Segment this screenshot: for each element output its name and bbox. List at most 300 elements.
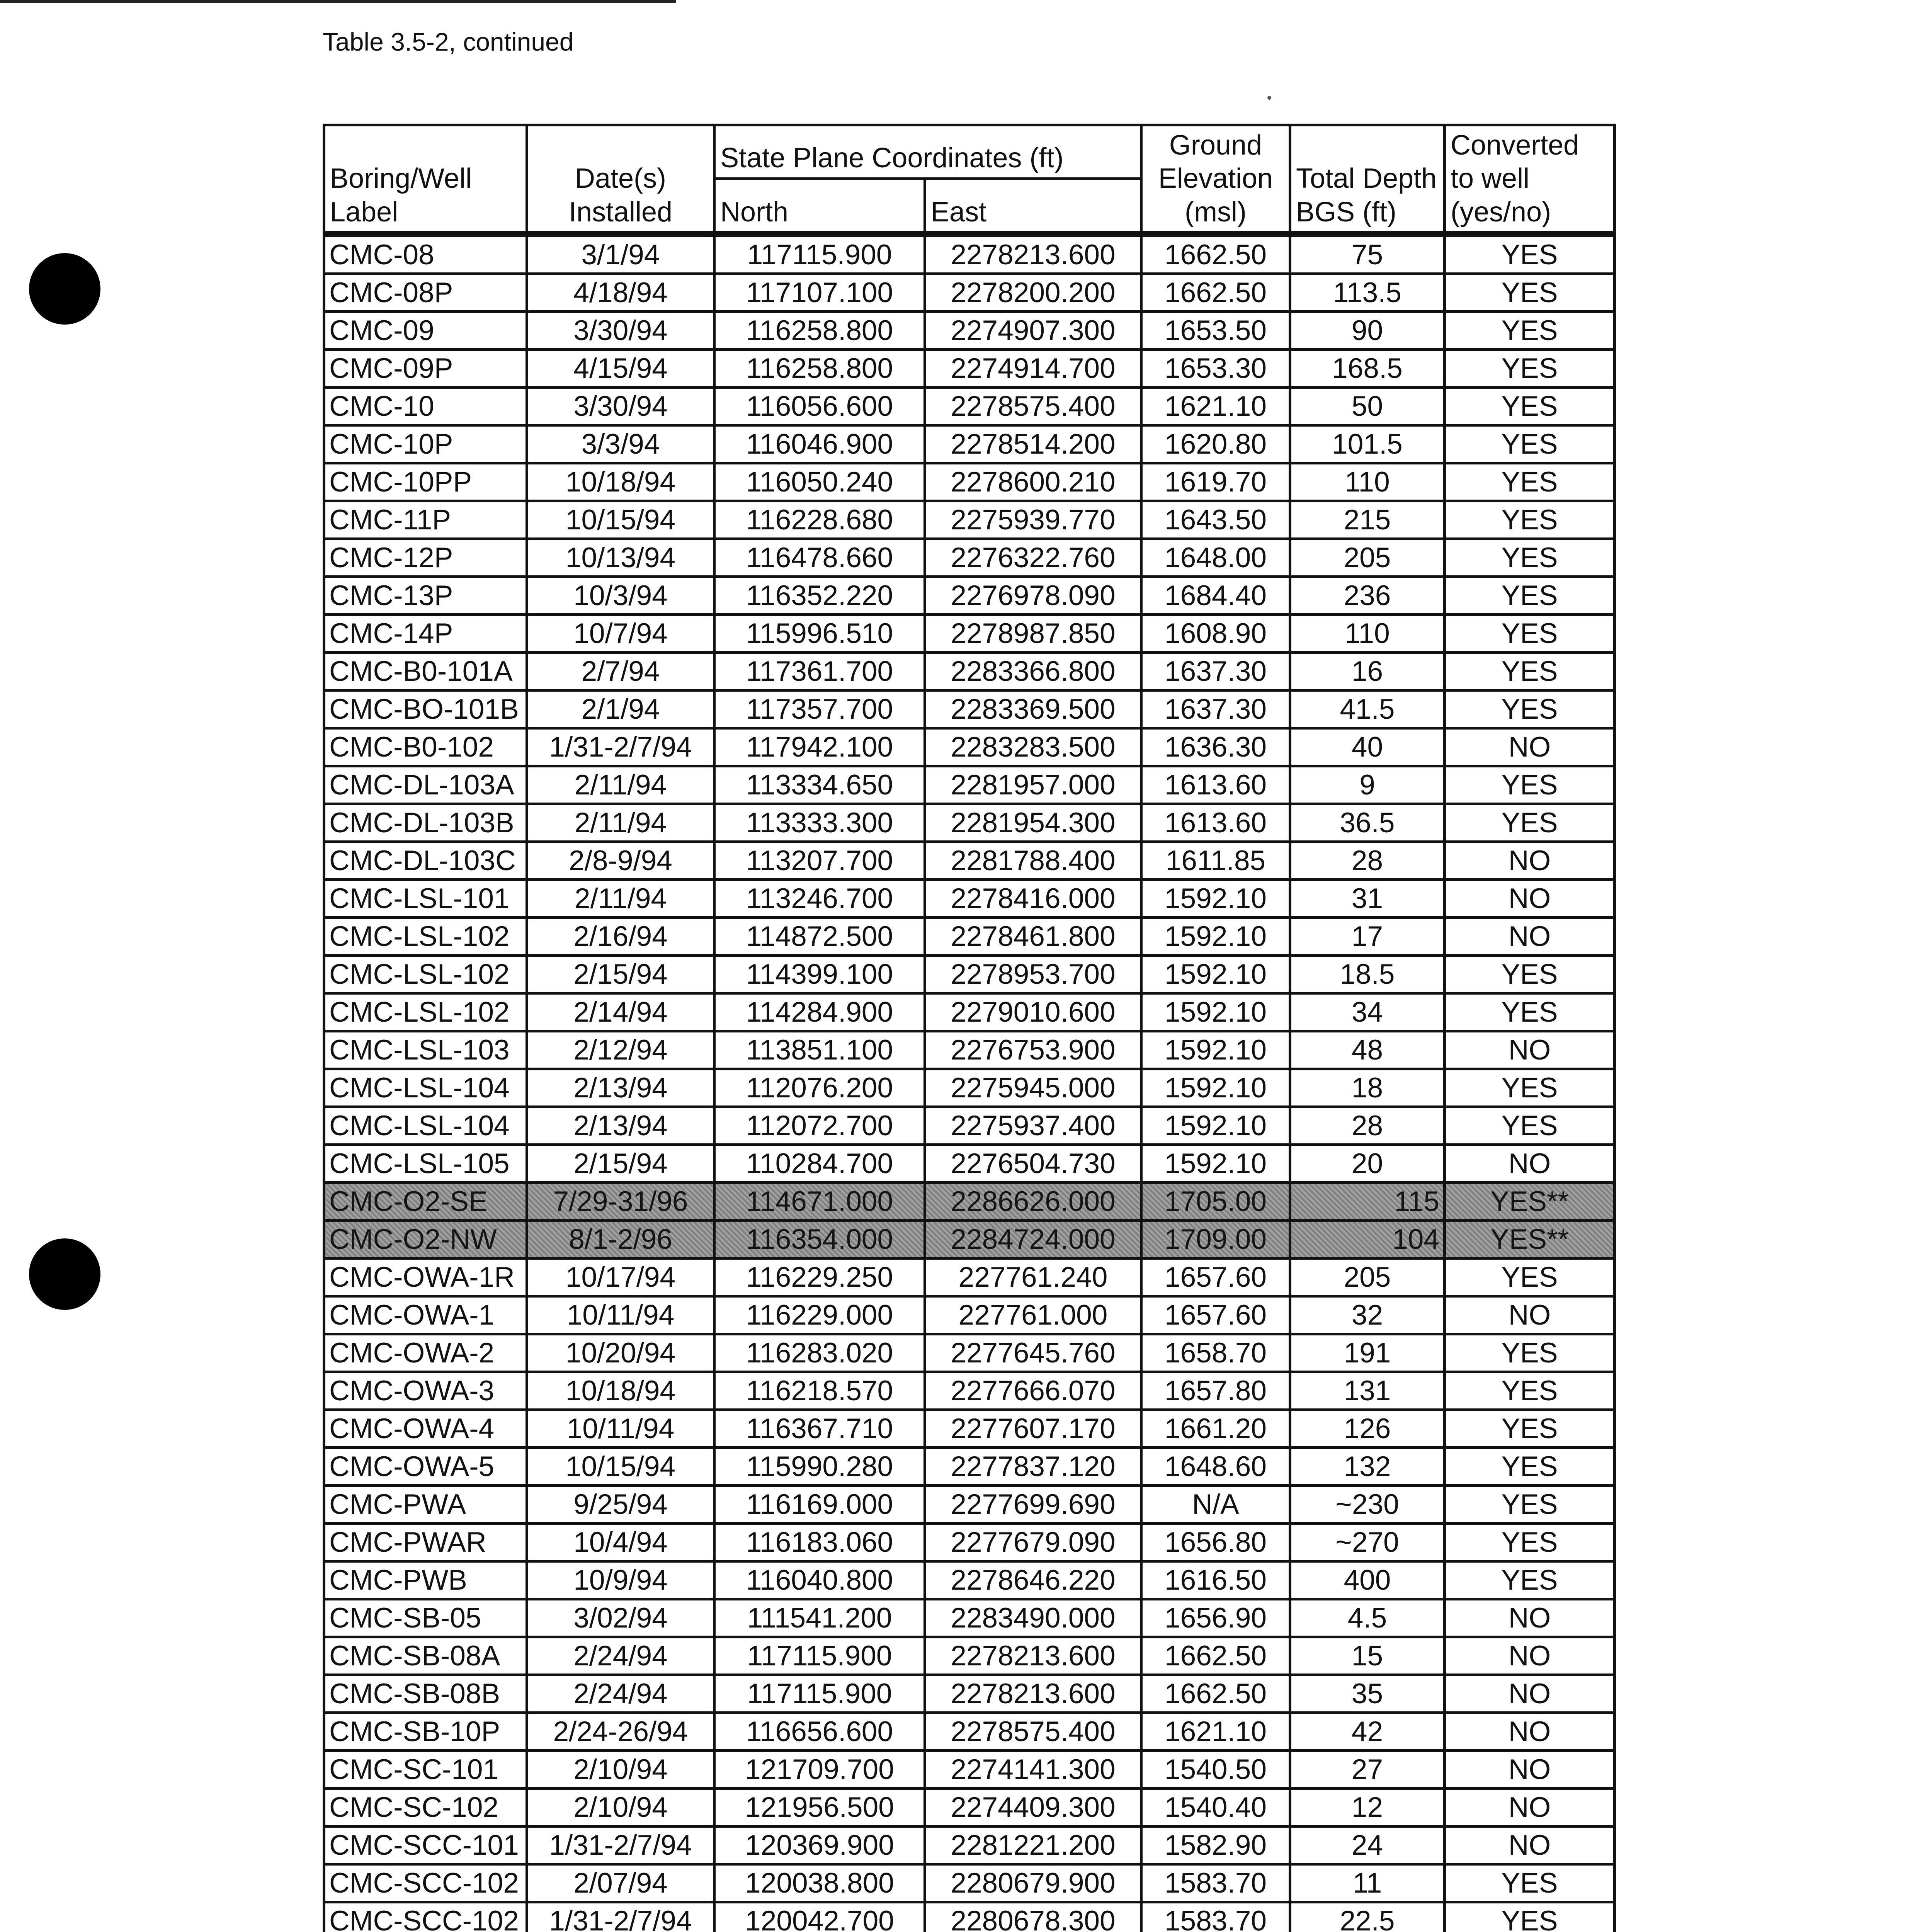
cell-total-depth: 90 [1290, 312, 1445, 350]
cell-date-installed: 10/15/94 [527, 1448, 714, 1486]
cell-date-installed: 2/10/94 [527, 1751, 714, 1789]
table-row [324, 1902, 1615, 1932]
cell-well-label: CMC-OWA-2 [324, 1334, 527, 1372]
cell-ground-elevation: 1621.10 [1141, 388, 1290, 425]
table-row [324, 1524, 1615, 1561]
cell-total-depth: 18.5 [1290, 956, 1445, 993]
table-row [324, 1372, 1615, 1410]
cell-north: 116169.000 [714, 1486, 925, 1524]
table-row [324, 1486, 1615, 1524]
cell-well-label: CMC-11P [324, 501, 527, 539]
cell-total-depth: 27 [1290, 1751, 1445, 1789]
table-row [324, 1069, 1615, 1107]
cell-ground-elevation: 1657.60 [1141, 1259, 1290, 1296]
cell-north: 116183.060 [714, 1524, 925, 1561]
cell-east: 2276978.090 [925, 577, 1141, 615]
cell-north: 113246.700 [714, 880, 925, 918]
cell-converted: NO [1445, 1675, 1615, 1713]
cell-total-depth: 9 [1290, 766, 1445, 804]
cell-east: 2274907.300 [925, 312, 1141, 350]
cell-ground-elevation: 1592.10 [1141, 993, 1290, 1031]
cell-converted: YES [1445, 690, 1615, 728]
cell-total-depth: 131 [1290, 1372, 1445, 1410]
cell-total-depth: 50 [1290, 388, 1445, 425]
binder-hole [29, 253, 100, 325]
cell-well-label: CMC-09P [324, 350, 527, 388]
cell-total-depth: 31 [1290, 880, 1445, 918]
cell-total-depth: 400 [1290, 1561, 1445, 1599]
cell-date-installed: 2/8-9/94 [527, 842, 714, 880]
cell-total-depth: 24 [1290, 1827, 1445, 1864]
cell-ground-elevation: 1643.50 [1141, 501, 1290, 539]
cell-north: 112076.200 [714, 1069, 925, 1107]
cell-north: 117115.900 [714, 1675, 925, 1713]
cell-total-depth: 110 [1290, 463, 1445, 501]
cell-date-installed: 2/10/94 [527, 1789, 714, 1827]
cell-well-label: CMC-O2-NW [324, 1221, 527, 1259]
cell-north: 116050.240 [714, 463, 925, 501]
cell-north: 115996.510 [714, 615, 925, 653]
cell-well-label: CMC-SCC-101 [324, 1827, 527, 1864]
cell-total-depth: 104 [1290, 1221, 1445, 1259]
cell-date-installed: 10/17/94 [527, 1259, 714, 1296]
header-ground-elevation: Ground Elevation (msl) [1141, 125, 1290, 235]
header-converted-to-well: Converted to well (yes/no) [1445, 125, 1615, 235]
cell-east: 2278461.800 [925, 918, 1141, 956]
cell-well-label: CMC-SCC-102 [324, 1864, 527, 1902]
cell-converted: YES [1445, 1259, 1615, 1296]
cell-ground-elevation: 1592.10 [1141, 1107, 1290, 1145]
top-edge-rule [0, 0, 676, 3]
table-row [324, 1561, 1615, 1599]
table-row [324, 501, 1615, 539]
table-row [324, 1334, 1615, 1372]
cell-north: 116656.600 [714, 1713, 925, 1751]
cell-total-depth: 20 [1290, 1145, 1445, 1183]
cell-ground-elevation: 1621.10 [1141, 1713, 1290, 1751]
cell-ground-elevation: 1613.60 [1141, 766, 1290, 804]
cell-date-installed: 1/31-2/7/94 [527, 1902, 714, 1932]
cell-well-label: CMC-08P [324, 274, 527, 312]
cell-ground-elevation: 1611.85 [1141, 842, 1290, 880]
cell-converted: YES [1445, 615, 1615, 653]
cell-well-label: CMC-OWA-4 [324, 1410, 527, 1448]
table-row [324, 728, 1615, 766]
header-north: North [714, 179, 925, 234]
cell-converted: YES [1445, 1372, 1615, 1410]
cell-north: 114399.100 [714, 956, 925, 993]
cell-date-installed: 2/14/94 [527, 993, 714, 1031]
cell-date-installed: 10/13/94 [527, 539, 714, 577]
cell-east: 2277699.690 [925, 1486, 1141, 1524]
cell-well-label: CMC-LSL-103 [324, 1031, 527, 1069]
cell-converted: YES [1445, 1410, 1615, 1448]
cell-east: 2278213.600 [925, 1637, 1141, 1675]
cell-ground-elevation: 1592.10 [1141, 880, 1290, 918]
cell-east: 2284724.000 [925, 1221, 1141, 1259]
cell-date-installed: 10/20/94 [527, 1334, 714, 1372]
cell-east: 2274914.700 [925, 350, 1141, 388]
cell-converted: YES [1445, 463, 1615, 501]
cell-converted: NO [1445, 1296, 1615, 1334]
cell-east: 2278953.700 [925, 956, 1141, 993]
cell-east: 2278213.600 [925, 1675, 1141, 1713]
cell-east: 2276504.730 [925, 1145, 1141, 1183]
cell-converted: YES [1445, 425, 1615, 463]
cell-date-installed: 10/7/94 [527, 615, 714, 653]
table-row [324, 993, 1615, 1031]
cell-north: 116229.000 [714, 1296, 925, 1334]
cell-total-depth: 35 [1290, 1675, 1445, 1713]
table-row [324, 1107, 1615, 1145]
cell-north: 121709.700 [714, 1751, 925, 1789]
cell-well-label: CMC-PWAR [324, 1524, 527, 1561]
cell-north: 113334.650 [714, 766, 925, 804]
cell-east: 2280678.300 [925, 1902, 1141, 1932]
cell-north: 117107.100 [714, 274, 925, 312]
cell-well-label: CMC-SB-08A [324, 1637, 527, 1675]
cell-total-depth: 28 [1290, 1107, 1445, 1145]
cell-converted: YES [1445, 577, 1615, 615]
cell-well-label: CMC-OWA-3 [324, 1372, 527, 1410]
cell-converted: YES [1445, 312, 1615, 350]
table-row [324, 463, 1615, 501]
cell-east: 2277645.760 [925, 1334, 1141, 1372]
table-row [324, 274, 1615, 312]
cell-date-installed: 3/30/94 [527, 312, 714, 350]
cell-east: 2280679.900 [925, 1864, 1141, 1902]
cell-well-label: CMC-OWA-1 [324, 1296, 527, 1334]
cell-north: 117361.700 [714, 653, 925, 690]
cell-total-depth: 15 [1290, 1637, 1445, 1675]
cell-date-installed: 2/11/94 [527, 804, 714, 842]
cell-date-installed: 4/15/94 [527, 350, 714, 388]
cell-ground-elevation: 1620.80 [1141, 425, 1290, 463]
cell-total-depth: 17 [1290, 918, 1445, 956]
cell-well-label: CMC-O2-SE [324, 1183, 527, 1221]
cell-date-installed: 2/13/94 [527, 1069, 714, 1107]
cell-date-installed: 2/7/94 [527, 653, 714, 690]
table-row [324, 425, 1615, 463]
cell-converted: YES [1445, 1069, 1615, 1107]
cell-total-depth: ~270 [1290, 1524, 1445, 1561]
cell-north: 117357.700 [714, 690, 925, 728]
cell-well-label: CMC-OWA-1R [324, 1259, 527, 1296]
cell-well-label: CMC-LSL-104 [324, 1069, 527, 1107]
cell-date-installed: 2/24/94 [527, 1637, 714, 1675]
cell-total-depth: 12 [1290, 1789, 1445, 1827]
cell-total-depth: 22.5 [1290, 1902, 1445, 1932]
cell-ground-elevation: 1583.70 [1141, 1902, 1290, 1932]
cell-date-installed: 10/3/94 [527, 577, 714, 615]
table-row [324, 1145, 1615, 1183]
cell-ground-elevation: 1582.90 [1141, 1827, 1290, 1864]
cell-converted: YES [1445, 956, 1615, 993]
cell-total-depth: 28 [1290, 842, 1445, 880]
table-row [324, 234, 1615, 274]
cell-ground-elevation: 1540.50 [1141, 1751, 1290, 1789]
cell-total-depth: 18 [1290, 1069, 1445, 1107]
scan-speck [1267, 96, 1271, 100]
cell-east: 2274141.300 [925, 1751, 1141, 1789]
table-row [324, 918, 1615, 956]
cell-converted: NO [1445, 1145, 1615, 1183]
table-row [324, 1221, 1615, 1259]
table-row [324, 350, 1615, 388]
table-body [324, 234, 1615, 1932]
cell-date-installed: 10/9/94 [527, 1561, 714, 1599]
cell-date-installed: 2/13/94 [527, 1107, 714, 1145]
cell-ground-elevation: 1657.60 [1141, 1296, 1290, 1334]
cell-converted: YES [1445, 993, 1615, 1031]
cell-total-depth: 4.5 [1290, 1599, 1445, 1637]
cell-ground-elevation: N/A [1141, 1486, 1290, 1524]
cell-well-label: CMC-LSL-101 [324, 880, 527, 918]
cell-north: 116258.800 [714, 312, 925, 350]
table-row [324, 1448, 1615, 1486]
cell-well-label: CMC-10 [324, 388, 527, 425]
cell-north: 116056.600 [714, 388, 925, 425]
cell-well-label: CMC-10PP [324, 463, 527, 501]
cell-converted: YES [1445, 653, 1615, 690]
cell-north: 120369.900 [714, 1827, 925, 1864]
cell-converted: YES [1445, 766, 1615, 804]
cell-well-label: CMC-SB-10P [324, 1713, 527, 1751]
cell-total-depth: 41.5 [1290, 690, 1445, 728]
cell-east: 2275937.400 [925, 1107, 1141, 1145]
table-row [324, 1599, 1615, 1637]
cell-converted: YES [1445, 501, 1615, 539]
cell-east: 2278575.400 [925, 388, 1141, 425]
cell-date-installed: 2/07/94 [527, 1864, 714, 1902]
cell-east: 2278416.000 [925, 880, 1141, 918]
table-row [324, 956, 1615, 993]
cell-east: 2286626.000 [925, 1183, 1141, 1221]
cell-north: 116283.020 [714, 1334, 925, 1372]
table-row [324, 1183, 1615, 1221]
cell-total-depth: 11 [1290, 1864, 1445, 1902]
cell-ground-elevation: 1662.50 [1141, 274, 1290, 312]
cell-converted: NO [1445, 880, 1615, 918]
cell-converted: YES [1445, 1561, 1615, 1599]
cell-east: 2275945.000 [925, 1069, 1141, 1107]
cell-north: 116229.250 [714, 1259, 925, 1296]
cell-north: 116228.680 [714, 501, 925, 539]
cell-converted: YES** [1445, 1183, 1615, 1221]
cell-well-label: CMC-08 [324, 234, 527, 274]
cell-well-label: CMC-LSL-102 [324, 993, 527, 1031]
cell-total-depth: 126 [1290, 1410, 1445, 1448]
cell-total-depth: 236 [1290, 577, 1445, 615]
cell-north: 114284.900 [714, 993, 925, 1031]
cell-converted: YES [1445, 350, 1615, 388]
table-row [324, 1713, 1615, 1751]
cell-east: 2278514.200 [925, 425, 1141, 463]
cell-north: 120038.800 [714, 1864, 925, 1902]
cell-east: 2274409.300 [925, 1789, 1141, 1827]
cell-ground-elevation: 1592.10 [1141, 918, 1290, 956]
table-row [324, 804, 1615, 842]
cell-ground-elevation: 1653.50 [1141, 312, 1290, 350]
cell-date-installed: 2/11/94 [527, 880, 714, 918]
cell-north: 117115.900 [714, 234, 925, 274]
cell-total-depth: 191 [1290, 1334, 1445, 1372]
cell-total-depth: 132 [1290, 1448, 1445, 1486]
cell-ground-elevation: 1616.50 [1141, 1561, 1290, 1599]
table-row [324, 880, 1615, 918]
cell-converted: NO [1445, 1751, 1615, 1789]
cell-well-label: CMC-PWB [324, 1561, 527, 1599]
cell-north: 116354.000 [714, 1221, 925, 1259]
cell-ground-elevation: 1648.00 [1141, 539, 1290, 577]
cell-east: 2277837.120 [925, 1448, 1141, 1486]
cell-date-installed: 9/25/94 [527, 1486, 714, 1524]
cell-well-label: CMC-PWA [324, 1486, 527, 1524]
table-row [324, 690, 1615, 728]
header-boring-well-label: Boring/Well Label [324, 125, 527, 235]
table-row [324, 653, 1615, 690]
table-row [324, 1789, 1615, 1827]
cell-well-label: CMC-DL-103A [324, 766, 527, 804]
cell-east: 2275939.770 [925, 501, 1141, 539]
cell-date-installed: 1/31-2/7/94 [527, 1827, 714, 1864]
cell-date-installed: 8/1-2/96 [527, 1221, 714, 1259]
cell-north: 116218.570 [714, 1372, 925, 1410]
cell-east: 2278575.400 [925, 1713, 1141, 1751]
cell-ground-elevation: 1684.40 [1141, 577, 1290, 615]
table-caption: Table 3.5-2, continued [323, 27, 574, 56]
cell-east: 2276753.900 [925, 1031, 1141, 1069]
cell-converted: YES [1445, 1334, 1615, 1372]
cell-north: 117942.100 [714, 728, 925, 766]
cell-ground-elevation: 1637.30 [1141, 690, 1290, 728]
cell-east: 2277679.090 [925, 1524, 1141, 1561]
cell-ground-elevation: 1658.70 [1141, 1334, 1290, 1372]
cell-total-depth: 115 [1290, 1183, 1445, 1221]
cell-converted: NO [1445, 1789, 1615, 1827]
cell-total-depth: ~230 [1290, 1486, 1445, 1524]
cell-total-depth: 40 [1290, 728, 1445, 766]
cell-converted: YES [1445, 1448, 1615, 1486]
cell-east: 2283369.500 [925, 690, 1141, 728]
cell-well-label: CMC-DL-103C [324, 842, 527, 880]
cell-converted: YES [1445, 539, 1615, 577]
cell-ground-elevation: 1540.40 [1141, 1789, 1290, 1827]
cell-east: 2278600.210 [925, 463, 1141, 501]
header-dates-installed: Date(s) Installed [527, 125, 714, 235]
cell-well-label: CMC-13P [324, 577, 527, 615]
cell-east: 2283283.500 [925, 728, 1141, 766]
cell-north: 115990.280 [714, 1448, 925, 1486]
cell-ground-elevation: 1592.10 [1141, 1031, 1290, 1069]
cell-date-installed: 10/11/94 [527, 1410, 714, 1448]
cell-east: 2281957.000 [925, 766, 1141, 804]
cell-converted: NO [1445, 1713, 1615, 1751]
cell-north: 116046.900 [714, 425, 925, 463]
cell-converted: YES [1445, 1524, 1615, 1561]
cell-date-installed: 2/24/94 [527, 1675, 714, 1713]
cell-north: 111541.200 [714, 1599, 925, 1637]
cell-date-installed: 10/18/94 [527, 463, 714, 501]
cell-well-label: CMC-LSL-102 [324, 918, 527, 956]
cell-ground-elevation: 1583.70 [1141, 1864, 1290, 1902]
cell-ground-elevation: 1592.10 [1141, 956, 1290, 993]
cell-ground-elevation: 1653.30 [1141, 350, 1290, 388]
table-row [324, 1031, 1615, 1069]
cell-well-label: CMC-LSL-104 [324, 1107, 527, 1145]
cell-east: 2276322.760 [925, 539, 1141, 577]
cell-ground-elevation: 1662.50 [1141, 1637, 1290, 1675]
cell-converted: YES [1445, 1902, 1615, 1932]
cell-converted: YES [1445, 804, 1615, 842]
cell-well-label: CMC-B0-101A [324, 653, 527, 690]
cell-total-depth: 34 [1290, 993, 1445, 1031]
cell-well-label: CMC-12P [324, 539, 527, 577]
cell-north: 121956.500 [714, 1789, 925, 1827]
table-row [324, 842, 1615, 880]
cell-total-depth: 110 [1290, 615, 1445, 653]
cell-well-label: CMC-09 [324, 312, 527, 350]
cell-east: 227761.240 [925, 1259, 1141, 1296]
header-total-depth: Total Depth BGS (ft) [1290, 125, 1445, 235]
cell-east: 2277666.070 [925, 1372, 1141, 1410]
cell-ground-elevation: 1662.50 [1141, 234, 1290, 274]
cell-north: 116040.800 [714, 1561, 925, 1599]
cell-date-installed: 10/4/94 [527, 1524, 714, 1561]
cell-converted: YES [1445, 274, 1615, 312]
cell-north: 114671.000 [714, 1183, 925, 1221]
cell-date-installed: 10/11/94 [527, 1296, 714, 1334]
cell-north: 110284.700 [714, 1145, 925, 1183]
cell-date-installed: 3/1/94 [527, 234, 714, 274]
cell-well-label: CMC-14P [324, 615, 527, 653]
cell-north: 113333.300 [714, 804, 925, 842]
cell-total-depth: 205 [1290, 539, 1445, 577]
cell-east: 2281221.200 [925, 1827, 1141, 1864]
cell-total-depth: 36.5 [1290, 804, 1445, 842]
cell-ground-elevation: 1619.70 [1141, 463, 1290, 501]
cell-total-depth: 75 [1290, 234, 1445, 274]
cell-well-label: CMC-SB-05 [324, 1599, 527, 1637]
cell-well-label: CMC-SCC-102 [324, 1902, 527, 1932]
cell-converted: YES [1445, 1486, 1615, 1524]
cell-north: 116367.710 [714, 1410, 925, 1448]
cell-ground-elevation: 1656.90 [1141, 1599, 1290, 1637]
cell-date-installed: 3/30/94 [527, 388, 714, 425]
cell-well-label: CMC-DL-103B [324, 804, 527, 842]
cell-north: 116258.800 [714, 350, 925, 388]
cell-north: 116352.220 [714, 577, 925, 615]
cell-well-label: CMC-LSL-105 [324, 1145, 527, 1183]
cell-well-label: CMC-B0-102 [324, 728, 527, 766]
cell-converted: YES [1445, 1107, 1615, 1145]
table-row [324, 1637, 1615, 1675]
table-row [324, 539, 1615, 577]
cell-east: 2278213.600 [925, 234, 1141, 274]
cell-date-installed: 3/3/94 [527, 425, 714, 463]
cell-well-label: CMC-10P [324, 425, 527, 463]
table-row [324, 1675, 1615, 1713]
cell-date-installed: 2/16/94 [527, 918, 714, 956]
cell-total-depth: 168.5 [1290, 350, 1445, 388]
cell-total-depth: 32 [1290, 1296, 1445, 1334]
cell-ground-elevation: 1592.10 [1141, 1145, 1290, 1183]
cell-converted: NO [1445, 1637, 1615, 1675]
cell-ground-elevation: 1608.90 [1141, 615, 1290, 653]
cell-total-depth: 42 [1290, 1713, 1445, 1751]
cell-converted: YES [1445, 234, 1615, 274]
cell-well-label: CMC-SC-101 [324, 1751, 527, 1789]
